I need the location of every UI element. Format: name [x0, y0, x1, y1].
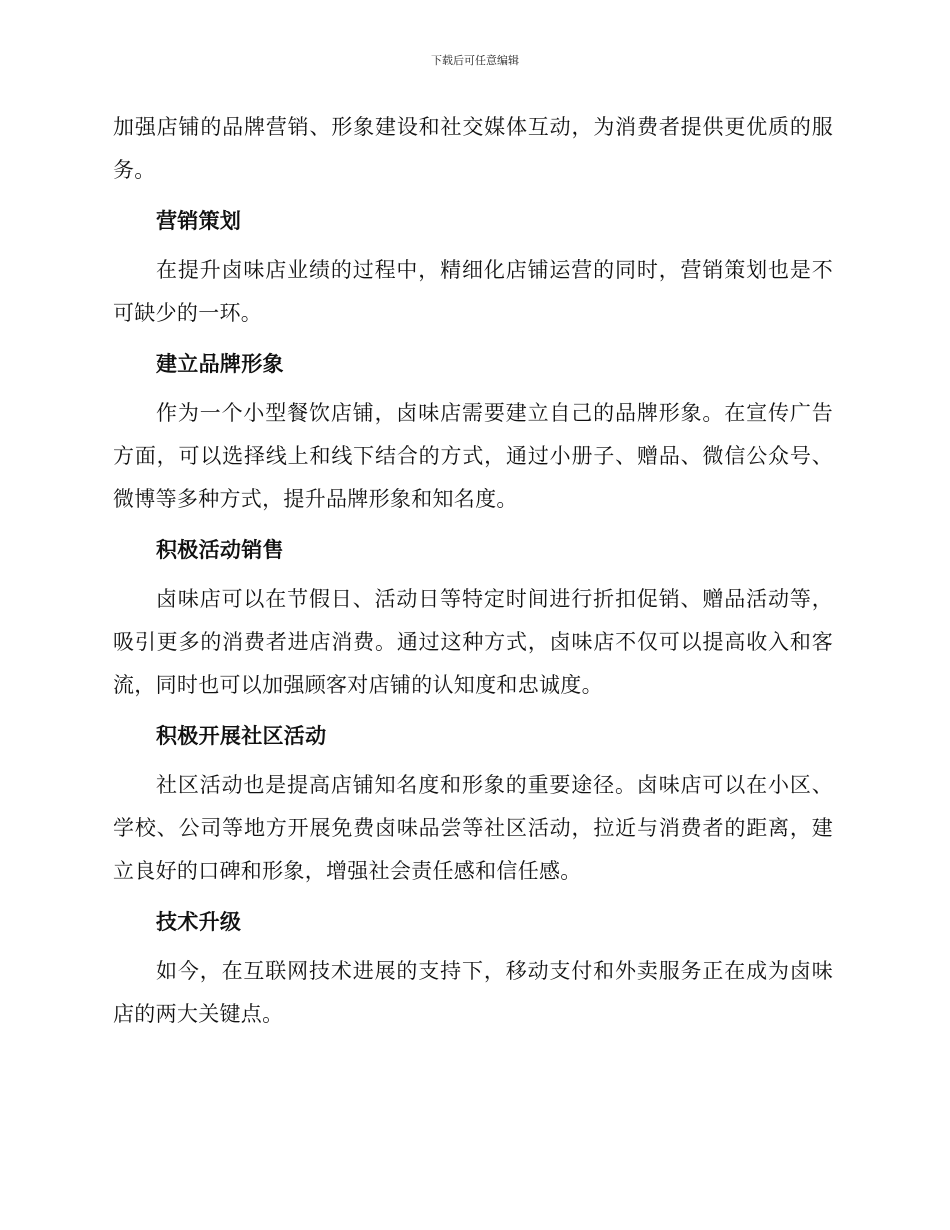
tech-paragraph: 如今，在互联网技术进展的支持下，移动支付和外卖服务正在成为卤味店的两大关键点。: [113, 959, 833, 1026]
marketing-heading: 营销策划: [156, 208, 242, 233]
document-body: [113, 106, 833, 1043]
brand-heading: 建立品牌形象: [156, 351, 284, 376]
tech-heading: 技术升级: [156, 909, 242, 934]
marketing-paragraph: 在提升卤味店业绩的过程中，精细化店铺运营的同时，营销策划也是不可缺少的一环。: [113, 258, 833, 325]
community-paragraph: 社区活动也是提高店铺知名度和形象的重要途径。卤味店可以在小区、学校、公司等地方开展免费卤味品尝等社区活动，拉近与消费者的距离，建立良好的口碑和形象，增强社会责任感和信任感。: [113, 773, 833, 883]
intro-paragraph: 加强店铺的品牌营销、形象建设和社交媒体互动，为消费者提供更优质的服务。: [113, 115, 833, 182]
sales-paragraph: 卤味店可以在节假日、活动日等特定时间进行折扣促销、赠品活动等，吸引更多的消费者进店消费。通过这种方式，卤味店不仅可以提高收入和客流，同时也可以加强顾客对店铺的认知度和忠诚度。: [113, 587, 833, 697]
sales-heading: 积极活动销售: [156, 537, 284, 562]
brand-paragraph: 作为一个小型餐饮店铺，卤味店需要建立自己的品牌形象。在宣传广告方面，可以选择线上和线下结合的方式，通过小册子、赠品、微信公众号、微博等多种方式，提升品牌形象和知名度。: [113, 401, 833, 511]
page-header: 下载后可任意编辑: [431, 54, 519, 67]
community-heading: 积极开展社区活动: [156, 723, 327, 748]
